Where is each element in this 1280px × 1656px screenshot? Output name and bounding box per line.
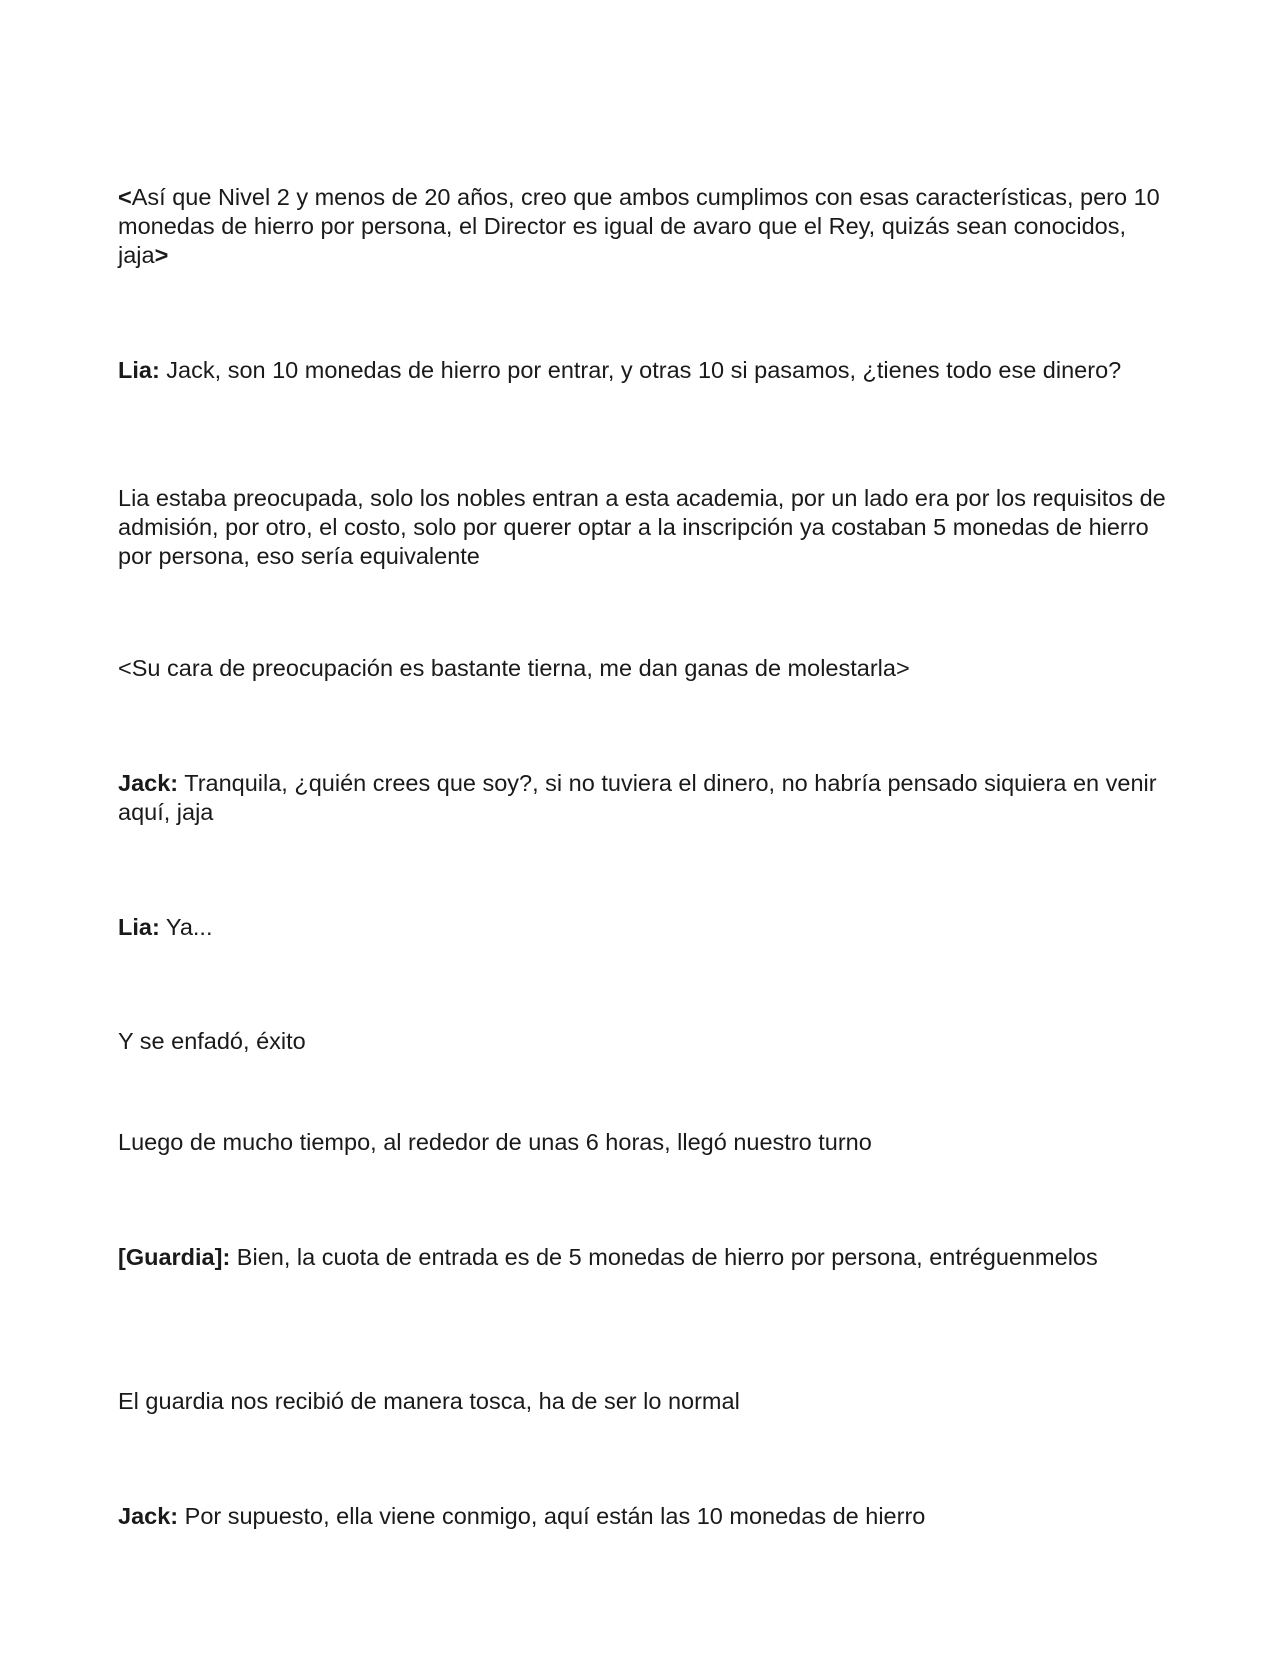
paragraph-text: <Su cara de preocupación es bastante tierna, me dan ganas de molestarla>	[118, 655, 910, 681]
narration-paragraph	[118, 1387, 1178, 1416]
dialogue-paragraph	[118, 1502, 1178, 1531]
speaker-label: Lia:	[118, 914, 160, 940]
dialogue-paragraph	[118, 769, 1178, 827]
speaker-label: Jack:	[118, 1503, 179, 1529]
thought-paragraph	[118, 183, 1178, 270]
dialogue-paragraph	[118, 1243, 1178, 1272]
narration-paragraph	[118, 484, 1178, 571]
paragraph-text: Luego de mucho tiempo, al rededor de unas 6 horas, llegó nuestro turno	[118, 1129, 872, 1155]
dialogue-text: Jack, son 10 monedas de hierro por entrar, y otras 10 si pasamos, ¿tienes todo ese dinero?	[159, 357, 1122, 383]
speaker-label: Lia:	[118, 357, 160, 383]
narration-paragraph	[118, 1027, 1178, 1056]
thought-paragraph	[118, 654, 1178, 683]
dialogue-text: Tranquila, ¿quién crees que soy?, si no tuviera el dinero, no habría pensado siquiera en venir aquí, jaja	[118, 770, 1157, 825]
dialogue-text: Por supuesto, ella viene conmigo, aquí están las 10 monedas de hierro	[178, 1503, 926, 1529]
paragraph-text: Y se enfadó, éxito	[118, 1028, 306, 1054]
paragraph-text: El guardia nos recibió de manera tosca, ha de ser lo normal	[118, 1388, 740, 1414]
dialogue-paragraph	[118, 356, 1178, 385]
speaker-label: [Guardia]:	[118, 1244, 231, 1270]
dialogue-paragraph	[118, 913, 1178, 942]
thought-close-bracket: >	[154, 242, 169, 268]
paragraph-text: Lia estaba preocupada, solo los nobles entran a esta academia, por un lado era por los requisitos de admisión, por otro, el costo, solo por querer optar a la inscripción ya costaban 5 monedas de hierro por persona, eso sería equivalente	[118, 485, 1166, 569]
thought-open-bracket: <	[118, 184, 132, 210]
dialogue-text: Bien, la cuota de entrada es de 5 monedas de hierro por persona, entréguenmelos	[230, 1244, 1098, 1270]
paragraph-text: Así que Nivel 2 y menos de 20 años, creo que ambos cumplimos con esas características, pero 10 monedas de hierro por persona, el Director es igual de avaro que el Rey, quizás sean conocidos, jaja	[118, 184, 1160, 268]
narration-paragraph	[118, 1128, 1178, 1157]
speaker-label: Jack:	[118, 770, 179, 796]
dialogue-text: Ya...	[159, 914, 213, 940]
